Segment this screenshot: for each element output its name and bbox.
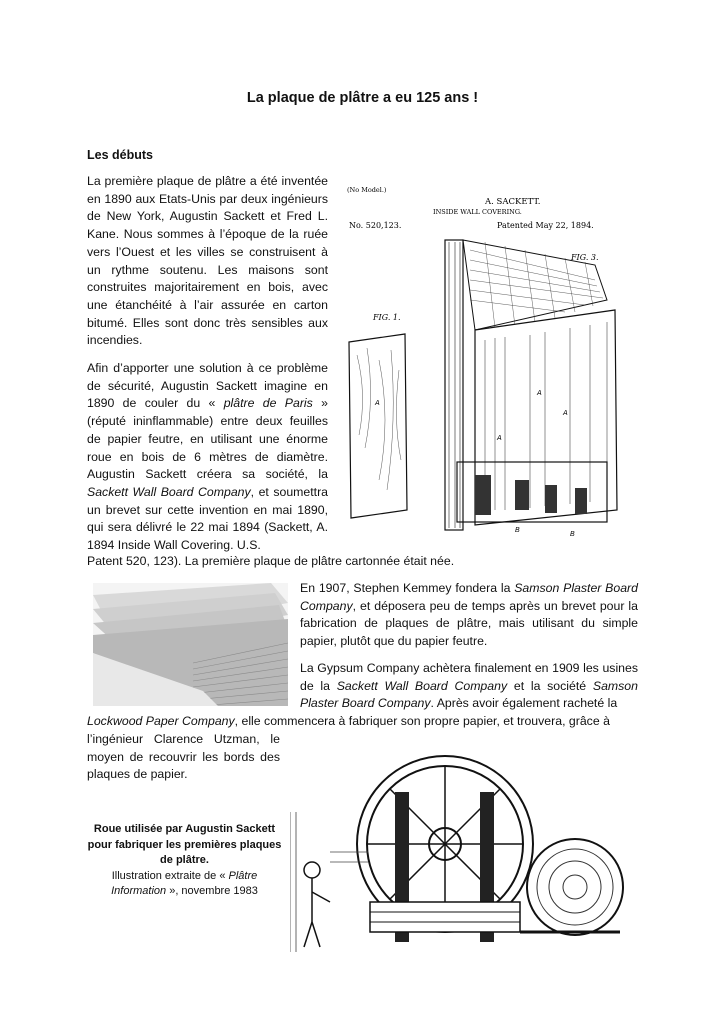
page-title: La plaque de plâtre a eu 125 ans ! [246,90,479,106]
patent-number: No. 520,123. [349,221,402,230]
patent-subject: INSIDE WALL COVERING. [433,208,522,216]
sackett-wheel-illustration [290,752,635,952]
svg-text:B: B [515,527,520,534]
patent-model-label: (No Model.) [347,186,387,194]
svg-text:A: A [375,400,380,407]
wheel-caption: Roue utilisée par Augustin Sackett pour fabriquer les premières plaques de plâtre. Illustration extraite de « Plâtre Information », novembre 1983 [87,823,282,897]
fig3-label: FIG. 3. [571,253,599,262]
paragraph-sackett: Afin d’apporter une solution à ce problème de sécurité, Augustin Sackett imagine en 1890 de couler du « plâtre de Paris » (réputé ininflammable) entre deux feuilles de papier feutre, en utilisant une énorme roue en bois de 6 mètres de diamètre. Augustin Sackett créera sa société, la Sackett Wall Board Company, et soumettra un brevet sur cette invention en mai 1890, qui sera délivré le 22 mai 1894 (Sackett, A. 1894 Inside Wall Covering. U.S. [87,361,329,553]
patent-date: Patented May 22, 1894. [497,221,594,230]
section-heading: Les débuts [87,148,153,162]
paragraph-kemmey: En 1907, Stephen Kemmey fondera la Samson Plaster Board Company, et déposera peu de temps après un brevet pour la fabrication de plaques de plâtre, mais utilisant du simple papier, plutôt que du papier feutre. [300,581,638,649]
svg-text:B: B [570,531,575,538]
patent-drawing [345,180,620,540]
paragraph-gypsum: La Gypsum Company achètera finalement en 1909 les usines de la Sackett Wall Board Company et la société Samson Plaster Board Company. Après avoir également racheté la [300,661,638,711]
paragraph-intro: La première plaque de plâtre a été inventée en 1890 aux Etats-Unis par deux ingénieurs de New York, Augustin Sackett et Fred L. Kane. Nous sommes à l’époque de la ruée vers l’Ouest et les villes se construisent à un rythme soutenu. Les maisons sont construites majoritairement en bois, avec une étanchéité à l’air assurée en carton bitumé. Elles sont donc très sensibles aux incendies. [87,174,328,348]
svg-text:A: A [563,410,568,417]
paragraph-gypsum-narrow: l’ingénieur Clarence Utzman, le moyen de recouvrir les bords des plaques de papier. [87,732,280,782]
svg-text:A: A [497,435,502,442]
paragraph-sackett-tail: Patent 520, 123). La première plaque de plâtre cartonnée était née. [87,554,455,568]
patent-inventor: A. SACKETT. [485,197,541,207]
fig1-label: FIG. 1. [373,313,401,322]
svg-text:A: A [537,390,542,397]
plasterboard-stack-photo [93,583,288,706]
paragraph-gypsum-wide: Lockwood Paper Company, elle commencera à fabriquer son propre papier, et trouvera, grâce à [87,714,610,728]
